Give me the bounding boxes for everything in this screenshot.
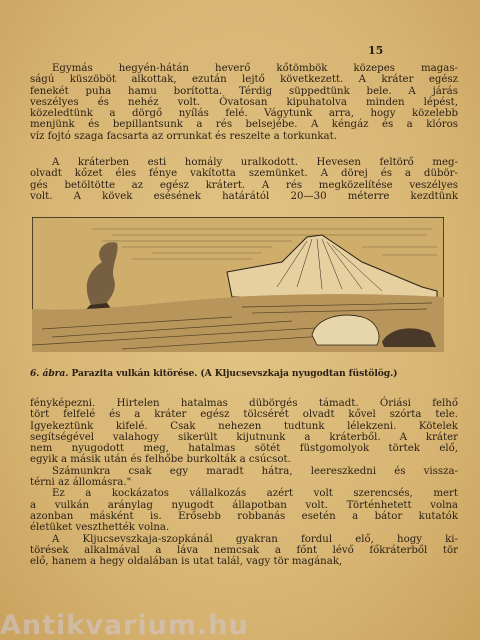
text-line: volt. A kövek esésének határától 20—30 méterre kezdtünk bbox=[30, 190, 458, 202]
page-number: 15 bbox=[368, 44, 384, 57]
text-line: azonban másként is. Erősebb robbanás esetén a bátor kutatók bbox=[30, 510, 458, 522]
paragraph-1 bbox=[30, 63, 458, 142]
figure-caption bbox=[30, 368, 458, 379]
text-line: A Kljucsevszkaja-szopkánál gyakran fordul elő, hogy ki- bbox=[52, 533, 458, 545]
text-line: ságú küszöböt alkottak, ezután lejtő következett. A kráter egész bbox=[30, 74, 458, 86]
text-line: elő, hanem a hegy oldalában is utat talál, vagy tör magának, bbox=[30, 556, 343, 568]
text-line: a vulkán aránylag nyugodt állapotban volt. Történhetett volna bbox=[30, 499, 458, 511]
paragraph-2 bbox=[30, 157, 458, 202]
paragraph-3 bbox=[30, 398, 458, 567]
text-line: fényképezni. Hirtelen hatalmas dübörgés támadt. Óriási felhő bbox=[30, 398, 458, 409]
text-line: Számunkra csak egy maradt hátra, leereszkedni és vissza- bbox=[52, 465, 458, 477]
text-line: egyik a másik után és felhőbe burkolták a csúcsot. bbox=[30, 454, 291, 466]
text-line: veszélyes és nehéz volt. Óvatosan kipuhatolva minden lépést, bbox=[30, 96, 458, 108]
figure-caption-text: Parazita vulkán kitörése. (A Kljucsevszkaja nyugodtan füstölög.) bbox=[71, 368, 398, 379]
antikvarium-watermark: Antikvarium.hu bbox=[0, 610, 249, 640]
text-line: A kráterben esti homály uralkodott. Hevesen feltörő meg- bbox=[52, 157, 458, 168]
text-line: nem nyugodott meg, hatalmas sötét füstgomolyok törtek elő, bbox=[30, 443, 458, 455]
volcano-illustration bbox=[32, 217, 444, 352]
text-line: térni az állomásra." bbox=[30, 477, 132, 489]
text-line: életüket veszthették volna. bbox=[30, 522, 170, 534]
text-line: gés betöltötte az egész krátert. A rés megközelítése veszélyes bbox=[30, 179, 458, 191]
volcano-engraving bbox=[32, 217, 444, 352]
text-line: Egymás hegyén-hátán heverő kőtömbök közepes magas- bbox=[52, 63, 458, 74]
text-line: víz fojtó szaga facsarta az orrunkat és reszelte a torkunkat. bbox=[30, 130, 337, 142]
text-line: tört felfelé és a kráter egész tölcsérét olvadt kővel szórta tele. bbox=[30, 409, 458, 421]
text-line: segítségével valahogy sikerült kijutnunk a kráterből. A kráter bbox=[30, 431, 458, 443]
text-line: törések alkalmával a láva nemcsak a főnt lévő főkráterből tör bbox=[30, 544, 458, 556]
text-line: Igyekeztünk kifelé. Csak nehezen tudtunk lélekzeni. Kötelek bbox=[30, 420, 458, 432]
text-line: Ez a kockázatos vállalkozás azért volt szerencsés, mert bbox=[52, 488, 458, 500]
text-line: menjünk és bepillantsunk a rés belsejébe. A kéngáz és a klóros bbox=[30, 119, 458, 131]
text-line: közeledtünk a dörgő nyílás felé. Vágytunk arra, hogy közelebb bbox=[30, 108, 458, 120]
text-line: olvadt kőzet éles fénye vakította szemünket. A dörej és a dübör- bbox=[30, 168, 458, 180]
figure-label: 6. ábra. bbox=[30, 368, 69, 379]
text-line: fenekét puha hamu borította. Térdig süppedtünk bele. A járás bbox=[30, 85, 458, 97]
